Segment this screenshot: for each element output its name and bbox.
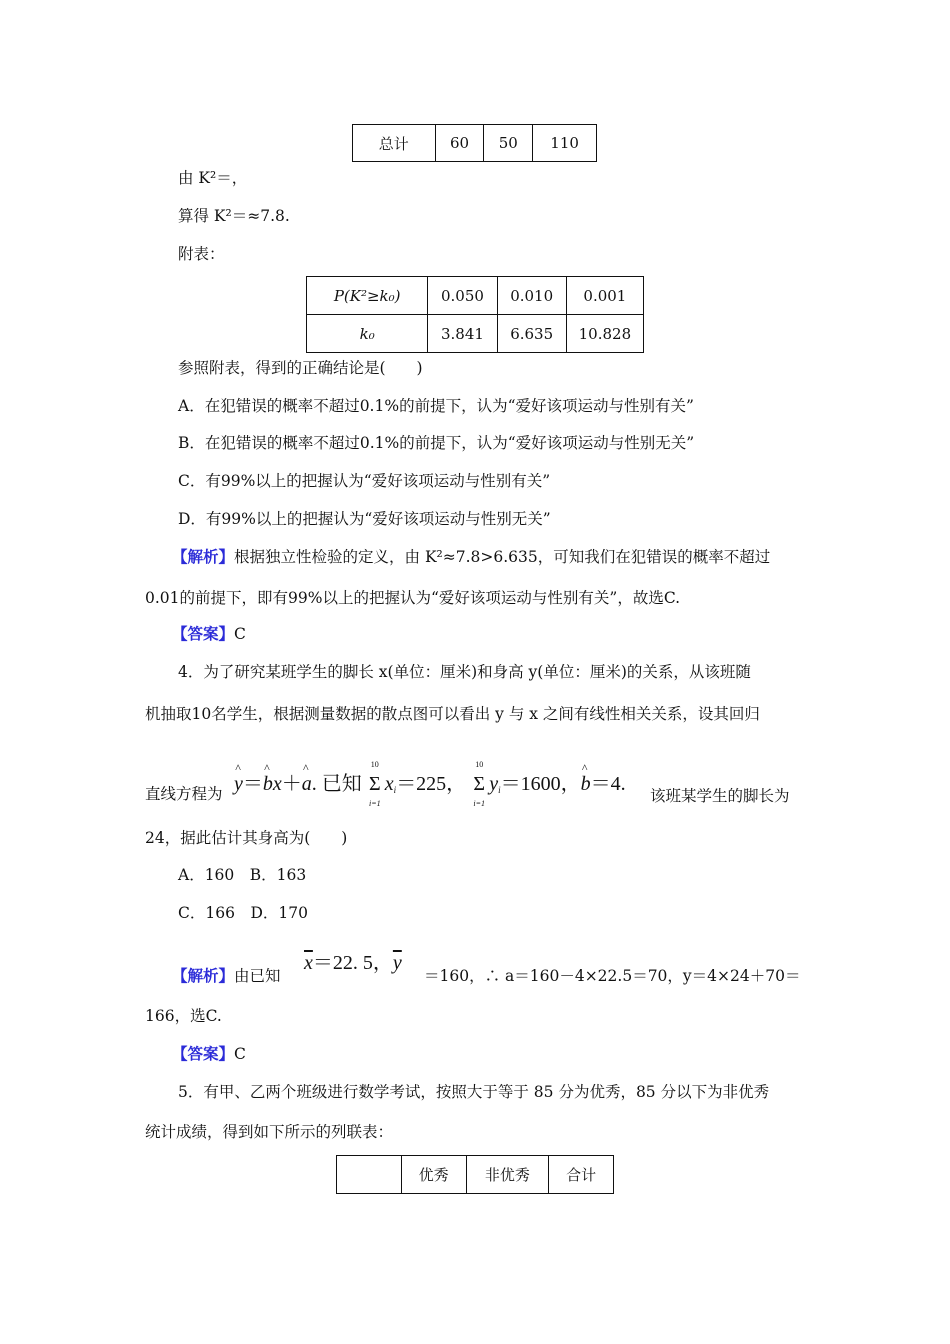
formula-subscript: i <box>498 785 501 795</box>
question-prompt: 参照附表，得到的正确结论是( ) <box>178 359 423 377</box>
summation-symbol: Σ 10 i=1 <box>471 773 487 796</box>
text-line: 算得 K²＝≈7.8. <box>178 207 290 225</box>
summation-symbol: Σ 10 i=1 <box>367 773 383 796</box>
formula-text: ＝1600， <box>500 773 581 795</box>
formula-text: x <box>384 773 394 795</box>
question-4-options: A．160 B．163 <box>178 866 307 884</box>
table-cell: 6.635 <box>497 315 566 353</box>
sum-upper: 10 <box>475 760 484 769</box>
question-5-line: 统计成绩，得到如下所示的列联表： <box>145 1123 394 1141</box>
text-line: 由 K²＝， <box>178 169 248 187</box>
table-cell: 50 <box>484 125 533 162</box>
table-cell: 10.828 <box>566 315 643 353</box>
means-formula <box>304 946 402 975</box>
table-cell: k₀ <box>307 315 428 353</box>
analysis-text: ＝160，∴ a＝160－4×22.5＝70，y＝4×24＋70＝ <box>424 967 801 985</box>
regression-formula <box>234 760 626 808</box>
option-c: C．有99%以上的把握认为“爱好该项运动与性别有关” <box>178 472 551 490</box>
analysis-line <box>172 966 281 986</box>
question-4-line: 4．为了研究某班学生的脚长 x(单位：厘米)和身高 y(单位：厘米)的关系，从该班随 <box>178 663 751 681</box>
formula-text: ＋ <box>281 773 302 795</box>
answer-tag: 【答案】 <box>172 624 235 643</box>
table-header-cell: P(K²≥k₀) <box>307 277 428 315</box>
contingency-table-header <box>336 1155 614 1194</box>
analysis-tag: 【解析】 <box>172 547 235 566</box>
table-row <box>307 277 644 315</box>
table-header-cell: 非优秀 <box>466 1156 549 1194</box>
formula-text: y <box>489 773 499 795</box>
formula-text: ＝225， <box>396 773 467 795</box>
table-header-cell: 合计 <box>549 1156 614 1194</box>
table-cell: 60 <box>435 125 484 162</box>
answer-line <box>172 624 246 644</box>
question-4-line: 24，据此估计其身高为( ) <box>145 829 348 847</box>
formula-text: . 已知 <box>311 773 362 795</box>
table-cell: 110 <box>533 125 597 162</box>
formula-text: ＝4. <box>590 773 626 795</box>
table-row <box>353 125 597 162</box>
answer-value: C <box>234 1045 246 1063</box>
formula-y-bar: $\overline{y}$ <box>392 952 402 974</box>
analysis-line: 0.01的前提下，即有99%以上的把握认为“爱好该项运动与性别有关”，故选C. <box>145 589 681 607</box>
table-header-cell: 优秀 <box>401 1156 466 1194</box>
sum-lower: i=1 <box>473 799 485 808</box>
option-a: A．在犯错误的概率不超过0.1%的前提下，认为“爱好该项运动与性别有关” <box>178 397 694 415</box>
table-header-cell: 0.010 <box>497 277 566 315</box>
answer-tag: 【答案】 <box>172 1044 235 1063</box>
table-header-cell <box>337 1156 402 1194</box>
analysis-line <box>172 547 770 567</box>
formula-x-bar: $\overline{x}$ <box>304 952 313 974</box>
question-4-post: 该班某学生的脚长为 <box>650 787 790 805</box>
analysis-tag: 【解析】 <box>172 966 235 985</box>
table-row <box>337 1156 614 1194</box>
formula-subscript: i <box>393 785 397 795</box>
table-cell: 3.841 <box>428 315 497 353</box>
formula-b-hat: ^ b <box>263 773 273 796</box>
question-4-options: C．166 D．170 <box>178 904 308 922</box>
contingency-table-total-row <box>352 124 597 162</box>
sum-lower: i=1 <box>368 799 381 808</box>
answer-value: C <box>234 625 246 643</box>
formula-a-hat: ^ a <box>302 773 312 796</box>
text-line: 附表： <box>178 245 225 263</box>
table-cell: 总计 <box>353 125 436 162</box>
question-5-line: 5．有甲、乙两个班级进行数学考试，按照大于等于 85 分为优秀，85 分以下为非优秀 <box>178 1083 770 1101</box>
answer-line <box>172 1044 246 1064</box>
analysis-text: 根据独立性检验的定义，由 K²≈7.8>6.635，可知我们在犯错误的概率不超过 <box>234 548 771 566</box>
option-d: D．有99%以上的把握认为“爱好该项运动与性别无关” <box>178 510 551 528</box>
question-4-pre: 直线方程为 <box>145 785 223 803</box>
sum-upper: 10 <box>370 760 379 769</box>
table-header-cell: 0.050 <box>428 277 497 315</box>
formula-y-hat: ^ y <box>234 773 243 796</box>
critical-value-table <box>306 276 644 353</box>
formula-text: x <box>272 773 282 795</box>
analysis-line: 166，选C. <box>145 1007 222 1025</box>
table-row <box>307 315 644 353</box>
question-4-line: 机抽取10名学生，根据测量数据的散点图可以看出 y 与 x 之间有线性相关关系，设其回归 <box>145 705 760 723</box>
option-b: B．在犯错误的概率不超过0.1%的前提下，认为“爱好该项运动与性别无关” <box>178 434 695 452</box>
formula-b-hat: ^ b <box>581 773 591 796</box>
table-header-cell: 0.001 <box>566 277 643 315</box>
formula-text: ＝22. 5， <box>312 952 393 974</box>
formula-text: ＝ <box>242 773 263 795</box>
analysis-text: 由已知 <box>234 967 281 985</box>
